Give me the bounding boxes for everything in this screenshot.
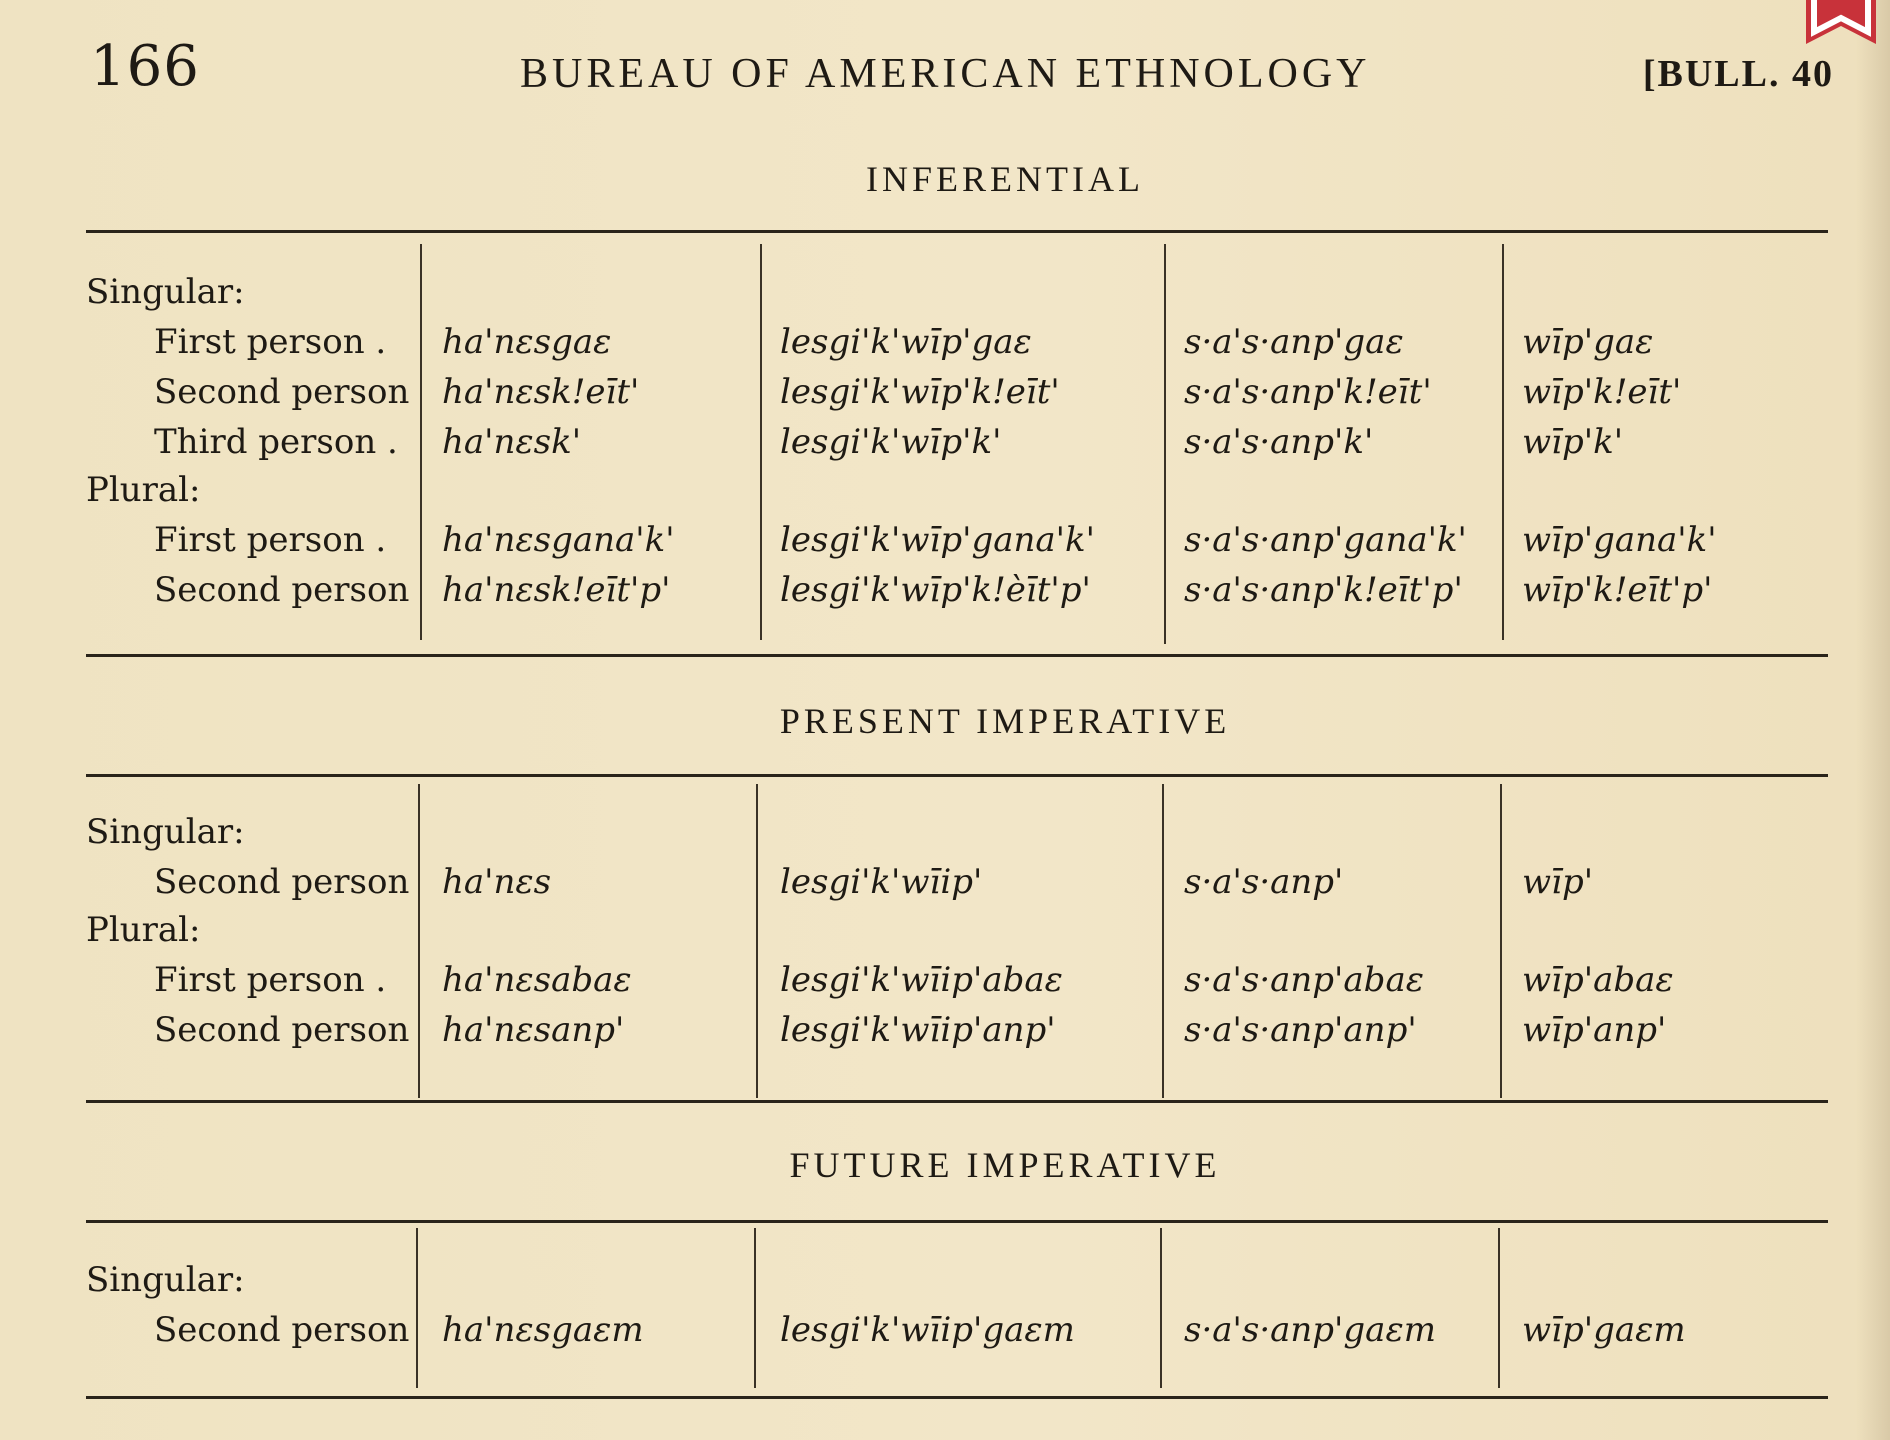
row-label: Plural: bbox=[86, 470, 201, 510]
table-cell: lesgi'k'wīp'gana'k' bbox=[780, 520, 1095, 560]
table-cell: s·a's·anp' bbox=[1184, 862, 1344, 902]
column-divider bbox=[1500, 784, 1502, 1098]
table-bottom-rule bbox=[86, 1100, 1828, 1103]
table-cell: lesgi'k'wīp'k!eīt' bbox=[780, 372, 1060, 412]
row-label: Second person bbox=[154, 1310, 410, 1350]
table-cell: wīp' bbox=[1522, 862, 1594, 902]
table-top-rule bbox=[86, 1220, 1828, 1223]
table-cell: lesgi'k'wīp'k!èīt'p' bbox=[780, 570, 1091, 610]
row-label: Singular: bbox=[86, 1260, 245, 1300]
row-label: First person . bbox=[154, 322, 387, 362]
table-cell: s·a's·anp'gaεm bbox=[1184, 1310, 1436, 1350]
table-cell: wīp'k' bbox=[1522, 422, 1624, 462]
table-cell: wīp'k!eīt'p' bbox=[1522, 570, 1713, 610]
table-cell: ha'nεsk!eīt' bbox=[442, 372, 640, 412]
column-divider bbox=[1502, 244, 1504, 640]
column-divider bbox=[756, 784, 758, 1098]
table-cell: lesgi'k'wīip'anp' bbox=[780, 1010, 1056, 1050]
row-label: First person . bbox=[154, 520, 387, 560]
table-top-rule bbox=[86, 230, 1828, 233]
table-cell: ha'nεsabaε bbox=[442, 960, 632, 1000]
section-heading-present-imperative: PRESENT IMPERATIVE bbox=[779, 701, 1231, 741]
table-cell: ha'nεs bbox=[442, 862, 552, 902]
column-divider bbox=[1160, 1228, 1162, 1388]
table-cell: s·a's·anp'k' bbox=[1184, 422, 1374, 462]
row-label: Second person bbox=[154, 570, 410, 610]
table-cell: wīp'gana'k' bbox=[1522, 520, 1717, 560]
table-present-imperative bbox=[86, 774, 1828, 1106]
row-label: First person . bbox=[154, 960, 387, 1000]
row-label: Third person . bbox=[154, 422, 398, 462]
table-inferential bbox=[86, 230, 1828, 660]
page-header bbox=[0, 0, 1890, 120]
table-cell: wīp'gaε bbox=[1522, 322, 1654, 362]
column-divider bbox=[1498, 1228, 1500, 1388]
table-cell: s·a's·anp'gaε bbox=[1184, 322, 1404, 362]
column-divider bbox=[754, 1228, 756, 1388]
table-bottom-rule bbox=[86, 654, 1828, 657]
row-label: Plural: bbox=[86, 910, 201, 950]
bulletin-number: [BULL. 40 bbox=[1642, 53, 1834, 95]
row-label: Singular: bbox=[86, 812, 245, 852]
table-cell: s·a's·anp'k!eīt' bbox=[1184, 372, 1432, 412]
table-cell: ha'nεsk!eīt'p' bbox=[442, 570, 671, 610]
column-divider bbox=[760, 244, 762, 640]
column-divider bbox=[420, 244, 422, 640]
column-divider bbox=[1162, 784, 1164, 1098]
table-cell: ha'nεsgaεm bbox=[442, 1310, 644, 1350]
table-cell: lesgi'k'wīip'abaε bbox=[780, 960, 1063, 1000]
table-cell: wīp'abaε bbox=[1522, 960, 1674, 1000]
row-label: Second person bbox=[154, 372, 410, 412]
column-divider bbox=[416, 1228, 418, 1388]
section-heading-future-imperative: FUTURE IMPERATIVE bbox=[789, 1145, 1221, 1185]
column-divider bbox=[1164, 244, 1166, 644]
table-cell: ha'nεsk' bbox=[442, 422, 582, 462]
table-cell: lesgi'k'wīip' bbox=[780, 862, 983, 902]
table-cell: wīp'anp' bbox=[1522, 1010, 1667, 1050]
column-divider bbox=[418, 784, 420, 1098]
table-top-rule bbox=[86, 774, 1828, 777]
section-heading-inferential: INFERENTIAL bbox=[866, 159, 1144, 199]
table-bottom-rule bbox=[86, 1396, 1828, 1399]
table-cell: wīp'gaεm bbox=[1522, 1310, 1686, 1350]
table-cell: ha'nεsgana'k' bbox=[442, 520, 675, 560]
table-cell: s·a's·anp'abaε bbox=[1184, 960, 1424, 1000]
table-cell: lesgi'k'wīp'k' bbox=[780, 422, 1002, 462]
table-future-imperative bbox=[86, 1220, 1828, 1402]
table-cell: wīp'k!eīt' bbox=[1522, 372, 1682, 412]
table-cell: s·a's·anp'k!eīt'p' bbox=[1184, 570, 1463, 610]
page-number: 166 bbox=[90, 34, 200, 99]
table-cell: lesgi'k'wīp'gaε bbox=[780, 322, 1032, 362]
table-cell: ha'nεsanp' bbox=[442, 1010, 625, 1050]
table-cell: lesgi'k'wīip'gaεm bbox=[780, 1310, 1075, 1350]
table-cell: ha'nεsgaε bbox=[442, 322, 612, 362]
row-label: Singular: bbox=[86, 272, 245, 312]
table-cell: s·a's·anp'anp' bbox=[1184, 1010, 1417, 1050]
row-label: Second person bbox=[154, 1010, 410, 1050]
row-label: Second person bbox=[154, 862, 410, 902]
running-title: BUREAU OF AMERICAN ETHNOLOGY bbox=[520, 51, 1371, 97]
table-cell: s·a's·anp'gana'k' bbox=[1184, 520, 1467, 560]
